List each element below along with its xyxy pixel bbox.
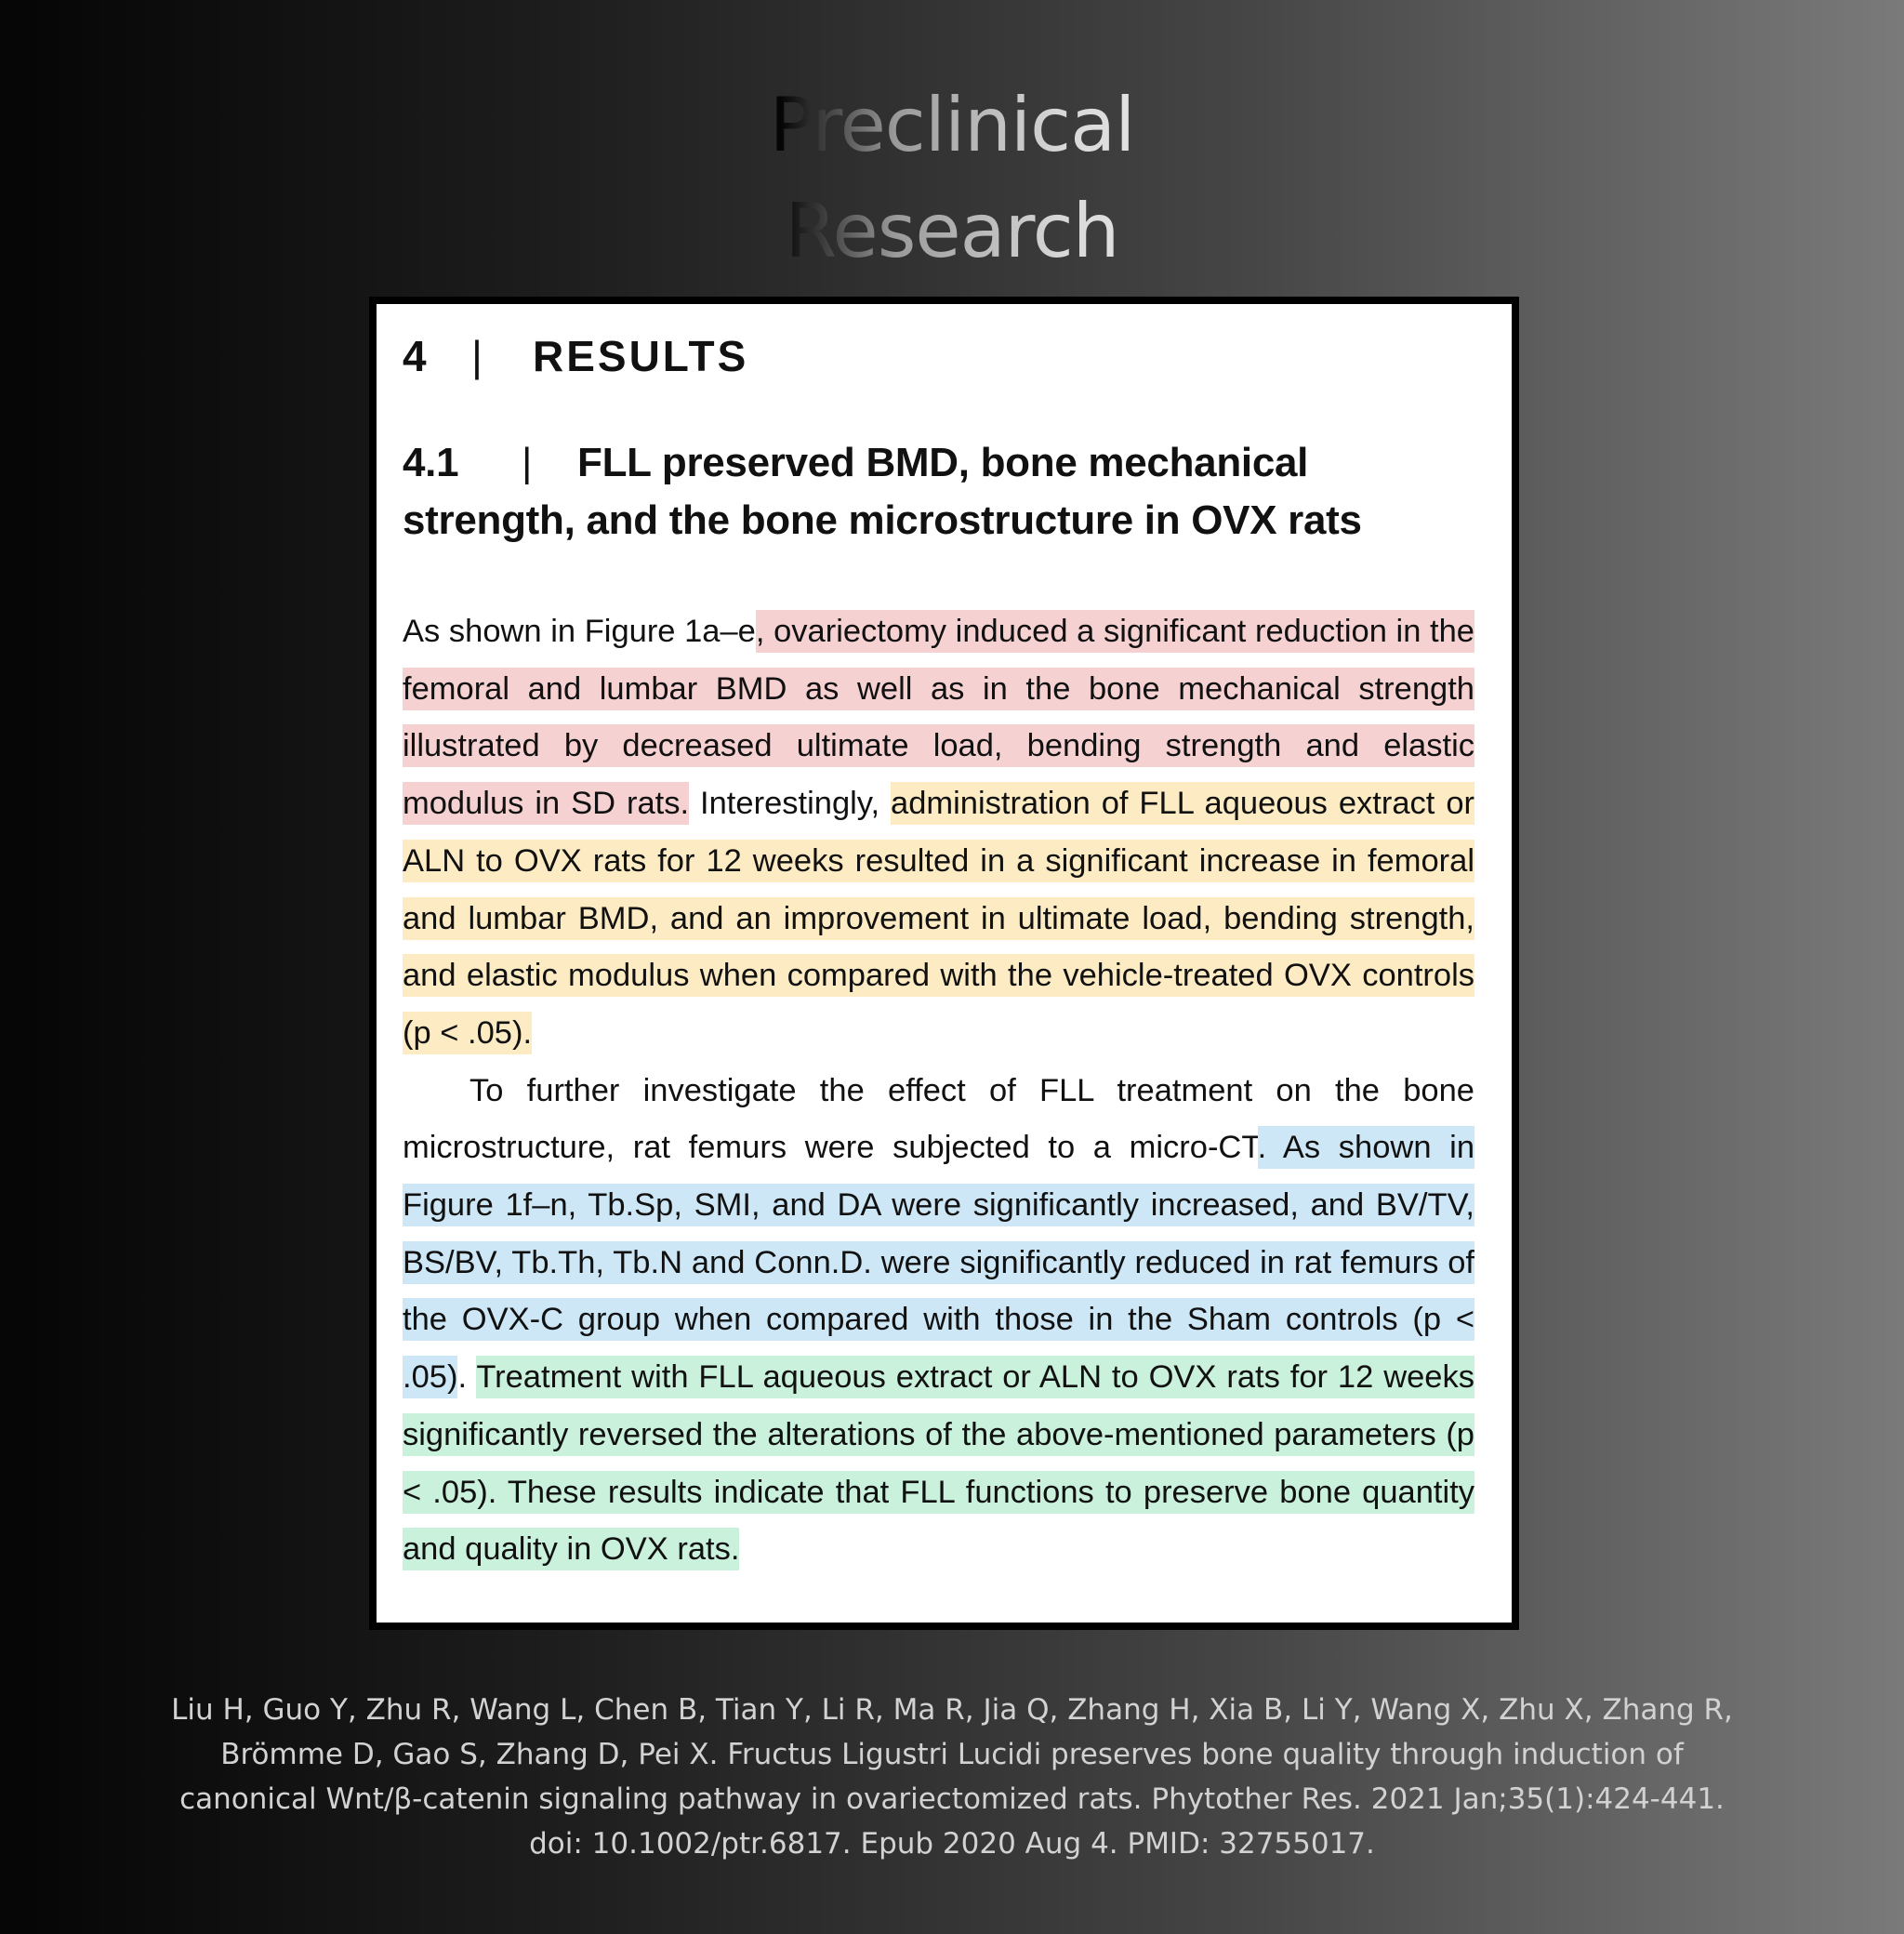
citation: Liu H, Guo Y, Zhu R, Wang L, Chen B, Tian Y, Li R, Ma R, Jia Q, Zhang H, Xia B, Li Y, Wang X, Zhu X, Zhang R, Brömme D, Gao S, Zhang D, Pei X. Fructus Ligustri Lucidi preserves bone quality through induction of canonical Wnt/β-catenin signaling pathway in ovariectomized rats. Phytother Res. 2021 Jan;35(1):424-441. doi: 10.1002/ptr.6817. Epub 2020 Aug 4. PMID: 32755017.	[171, 1693, 1733, 1861]
subsection-title: FLL preserved BMD, bone mechanical strength, and the bone microstructure in OVX rats	[403, 440, 1362, 543]
subsection-number: 4.1	[403, 440, 459, 485]
section-title: RESULTS	[533, 332, 749, 380]
paragraph-2-plain: To further investigate the effect of FLL treatment on the bone microstructure, rat femurs were subjected to a micro-CT	[403, 1072, 1474, 1166]
highlight-blue: . As shown in Figure 1f–n, Tb.Sp, SMI, and DA were significantly increased, and BV/TV, BS/BV, Tb.Th, Tb.N and Conn.D. were significantly reduced in rat femurs of the OVX-C group when compared with those in the Sham controls (p < .05)	[403, 1126, 1474, 1398]
page-title	[0, 73, 1904, 285]
paragraph-2-plain-2: .	[457, 1359, 477, 1396]
document-excerpt	[369, 297, 1519, 1630]
paragraph-1-intro: As shown in Figure 1a–e	[403, 614, 756, 649]
paragraph-2	[403, 1063, 1474, 1579]
section-number: 4	[403, 332, 430, 380]
paragraph-1	[403, 603, 1474, 1063]
document-body	[403, 326, 1474, 1579]
title-line-1: Preclinical	[769, 82, 1135, 168]
subsection-heading	[403, 434, 1474, 550]
highlight-yellow: administration of FLL aqueous extract or ALN to OVX rats for 12 weeks resulted in a significant increase in femoral and lumbar BMD, and an improvement in ultimate load, bending strength, and elastic modulus when compared with the vehicle-treated OVX controls (p < .05).	[403, 782, 1474, 1054]
highlight-green: Treatment with FLL aqueous extract or ALN to OVX rats for 12 weeks significantly reversed the alterations of the above-mentioned parameters (p < .05). These results indicate that FLL functions to preserve bone quantity and quality in OVX rats.	[403, 1356, 1474, 1570]
title-line-2: Research	[785, 188, 1119, 274]
paragraph-1-plain: Interestingly,	[689, 786, 892, 822]
highlight-red: , ovariectomy induced a significant reduction in the femoral and lumbar BMD as well as in the bone mechanical strength illustrated by decreased ultimate load, bending strength and elastic modulus in SD rats.	[403, 610, 1474, 825]
section-heading	[403, 326, 1474, 386]
subsection-separator: |	[522, 440, 533, 485]
section-separator: |	[471, 332, 485, 380]
